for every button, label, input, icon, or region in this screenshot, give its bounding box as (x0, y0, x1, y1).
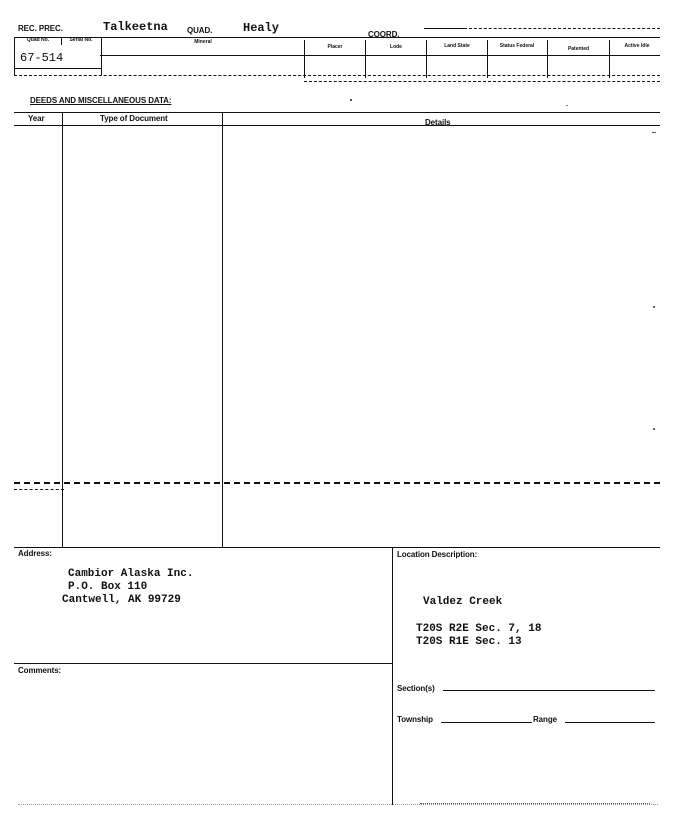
record-table-left-border (14, 37, 15, 75)
bottom-scan-noise (18, 804, 658, 805)
speck (653, 428, 655, 430)
record-table-bottom-rule (14, 75, 660, 76)
township-label: Township (397, 715, 433, 724)
col-patented: Patented (567, 46, 590, 52)
col-placer: Placer (327, 44, 343, 50)
speck (566, 105, 568, 106)
record-table-divider (426, 40, 427, 78)
location-line-2: T20S R1E Sec. 13 (416, 636, 522, 648)
bottom-scan-noise-dark (420, 803, 650, 804)
col-active-idle: Active Idle (624, 43, 650, 49)
township-field-line[interactable] (441, 722, 532, 723)
col-lode: Lode (390, 44, 402, 50)
speck (653, 306, 655, 308)
range-field-line[interactable] (565, 722, 655, 723)
fold-dashed-line-short (14, 489, 64, 490)
fold-dashed-line (14, 482, 660, 484)
record-table-mid-rule (100, 55, 660, 56)
quad-no-value: 67-514 (20, 51, 64, 65)
col-type-of-document: Type of Document (100, 114, 168, 123)
record-table-bottom-rule-2 (304, 81, 660, 82)
coord-label: COORD. (368, 30, 400, 39)
range-label: Range (533, 715, 557, 724)
quad-label: QUAD. (187, 26, 213, 35)
address-location-divider (392, 547, 393, 805)
col-status-federal: Status Federal (499, 43, 535, 49)
comments-top-rule (14, 663, 392, 664)
address-section-top-rule (14, 547, 660, 548)
record-table-divider (487, 40, 488, 78)
col-mineral: Mineral (194, 39, 212, 45)
edge-mark (652, 132, 656, 133)
deeds-section-title: DEEDS AND MISCELLANEOUS DATA: (30, 96, 172, 105)
record-table-top-rule (14, 37, 660, 38)
coord-line (424, 28, 464, 29)
deeds-table-header-rule (14, 125, 660, 126)
col-quad-no: Quad No. (26, 37, 50, 43)
col-year: Year (28, 114, 45, 123)
sections-field-line[interactable] (443, 690, 655, 691)
comments-label: Comments: (18, 666, 62, 675)
rec-prec-value: Talkeetna (103, 20, 168, 34)
coord-line-dashed (464, 28, 660, 29)
col-details: Details (425, 118, 451, 127)
record-table-quad-rule (14, 68, 102, 69)
location-line-1: T20S R2E Sec. 7, 18 (416, 623, 542, 635)
location-name: Valdez Creek (423, 596, 503, 608)
record-table-divider (609, 40, 610, 78)
address-line-1: Cambior Alaska Inc. (68, 568, 194, 580)
location-description-label: Location Description: (397, 550, 478, 559)
speck (350, 99, 352, 101)
address-line-3: Cantwell, AK 99729 (62, 594, 181, 606)
sections-label: Section(s) (397, 684, 435, 693)
address-line-2: P.O. Box 110 (68, 581, 148, 593)
col-land-state: Land State (444, 43, 470, 49)
rec-prec-label: REC. PREC. (18, 24, 63, 33)
col-serial-no: Serial No. (69, 37, 93, 43)
record-table-divider (547, 40, 548, 78)
address-label: Address: (18, 549, 52, 558)
quad-value: Healy (243, 21, 280, 35)
deeds-table-top-rule (14, 112, 660, 113)
